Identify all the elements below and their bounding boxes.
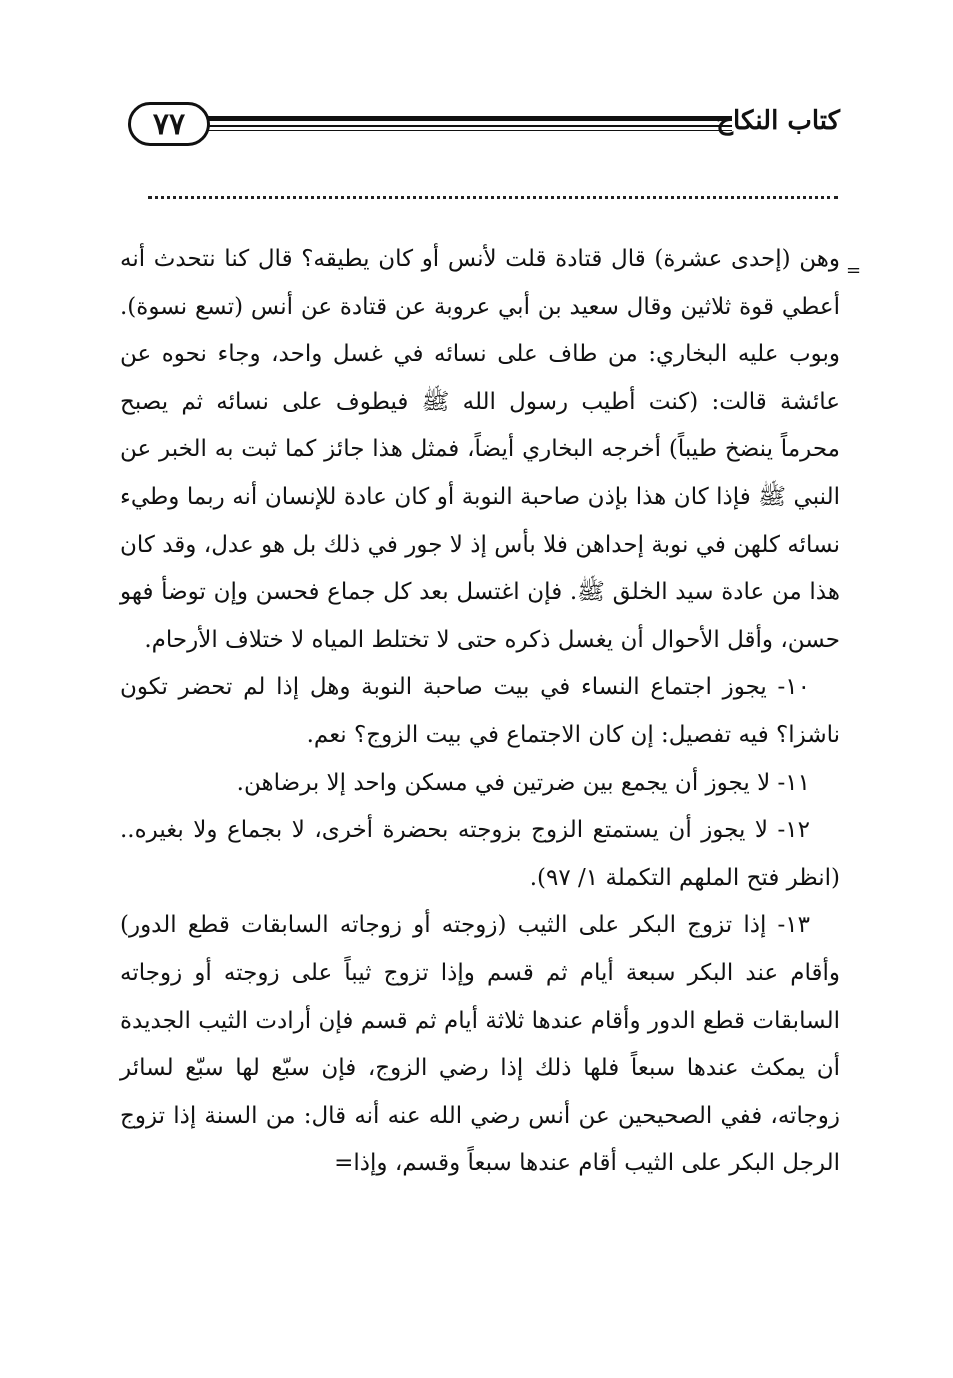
paragraph: ١٠- يجوز اجتماع النساء في بيت صاحبة النوبة وهل إذا لم تحضر تكون ناشزا؟ فيه تفصيل: إن كان الاجتماع في بيت الزوج؟ نعم.	[120, 674, 840, 748]
continuation-mark: =	[846, 260, 862, 281]
header-rule-thin	[208, 125, 732, 127]
book-title: كتاب النكاح	[716, 106, 840, 136]
page-header	[120, 100, 840, 156]
paragraph: ١٣- إذا تزوج البكر على الثيب (زوجته أو زوجاته السابقات قطع الدور) وأقام عند البكر سبعة أيام ثم قسم وإذا تزوج ثيباً على زوجته أو زوجاته السابقات قطع الدور وأقام عندها ثلاثة أيام ثم قسم فإن أرادت الثيب الجديدة أن يمكث عندها سبعاً فلها ذلك إذا رضي الزوج، فإن سبّع لها سبّع لسائر زوجاته، ففي الصحيحين عن أنس رضي الله عنه أنه قال: من السنة إذا تزوج الرجل البكر على الثيب أقام عندها سبعاً وقسم، وإذا=	[120, 912, 840, 1177]
header-rule	[208, 116, 732, 121]
page-number: ٧٧	[128, 102, 210, 146]
dotted-separator	[148, 196, 838, 216]
header-rule-thin-2	[208, 130, 732, 131]
paragraph: ١٢- لا يجوز أن يستمتع الزوج بزوجته بحضرة أخرى، لا بجماع ولا بغيره.. (انظر فتح الملهم التكملة ١/ ٩٧).	[120, 817, 840, 891]
paragraph: ١١- لا يجوز أن يجمع بين ضرتين في مسكن واحد إلا برضاهن.	[236, 769, 810, 796]
page-body	[120, 236, 840, 1188]
paragraph: وهن (إحدى عشرة) قال قتادة قلت لأنس أو كان يطيقه؟ قال كنا نتحدث أنه أعطي قوة ثلاثين وقال سعيد بن أبي عروبة عن قتادة عن أنس (تسع نسوة). وبوب عليه البخاري: من طاف على نسائه في غسل واحد، وجاء نحوه عن عائشة قالت: (كنت أطيب رسول الله ﷺ فيطوف على نسائه ثم يصبح محرماً ينضخ طيباً) أخرجه البخاري أيضاً، فمثل هذا جائز كما ثبت به الخبر عن النبي ﷺ فإذا كان هذا بإذن صاحبة النوبة أو كان عادة للإنسان أنه ربما وطيء نسائه كلهن في نوبة إحداهن فلا بأس إذ لا جور في ذلك بل هو عدل، وقد كان هذا من عادة سيد الخلق ﷺ. فإن اغتسل بعد كل جماع فحسن وإن توضأ فهو حسن، وأقل الأحوال أن يغسل ذكره حتى لا تختلط المياه لا ختلاف الأرحام.	[120, 246, 840, 653]
